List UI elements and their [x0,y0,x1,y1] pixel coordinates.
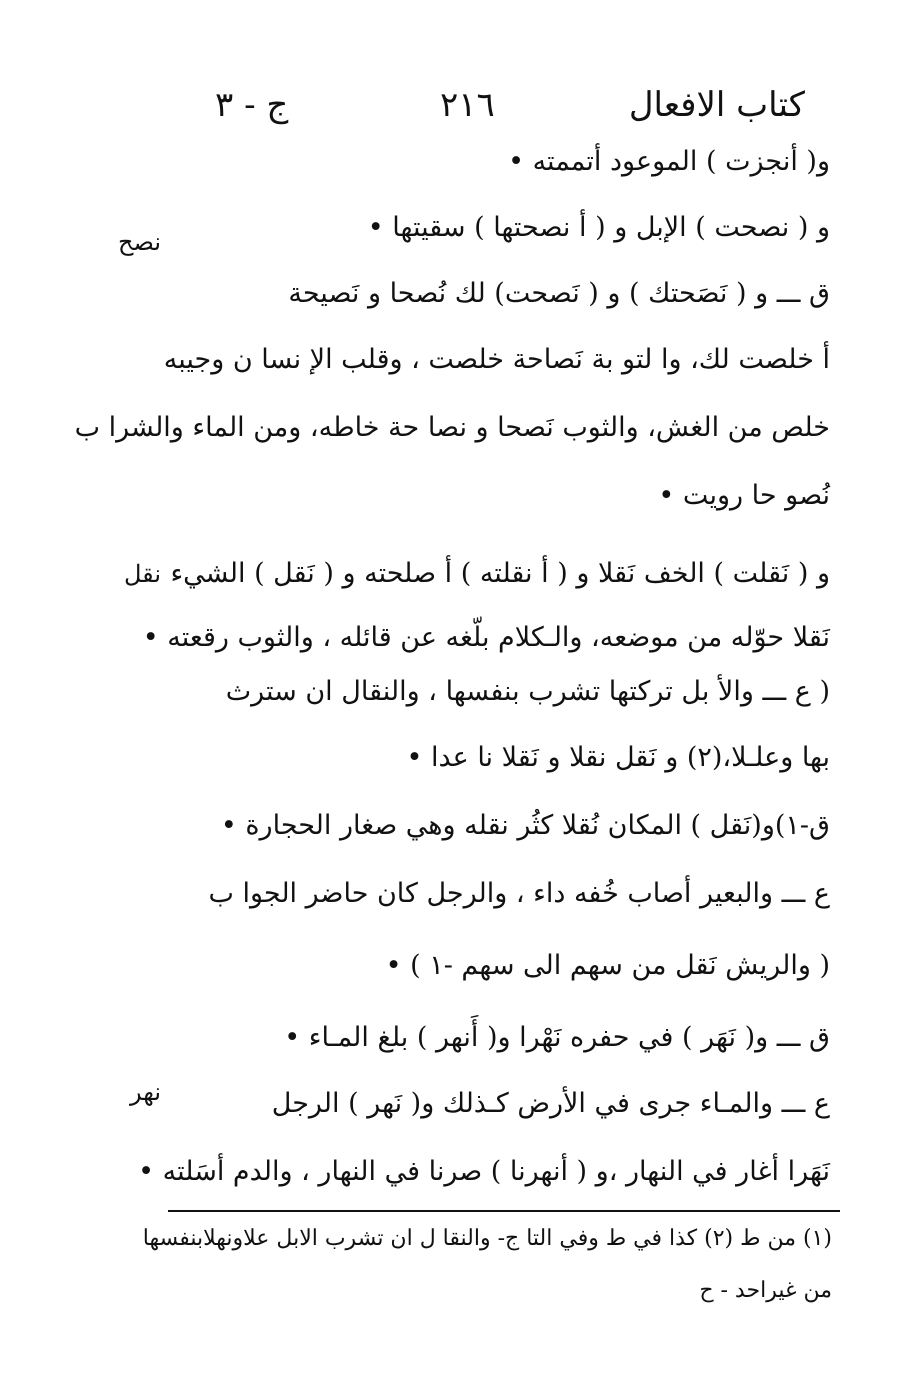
footnote-line: من غيراحد - ح [699,1278,832,1303]
text-line: ( والريش نَقل من سهم الى سهم -١ ) • [385,950,830,981]
text-line: ع ـــ والبعير أصاب خُفه داء ، والرجل كان حاضر الجوا ب [208,878,830,909]
text-line: خلص من الغش، والثوب نَصحا و نصا حة خاطه، ومن الماء والشرا ب [74,412,830,443]
text-line: و( أنجزت ) الموعود أتممته • [508,146,830,177]
text-line: بها وعلـلا،(٢) و نَقل نقلا و نَقلا نا عدا • [406,742,830,773]
text-line: ق-١)و(نَقل ) المكان نُقلا كثُر نقله وهي صغار الحجارة • [220,810,830,841]
text-line: ع ـــ والمـاء جرى في الأرض كـذلك و( نَهر ) الرجل [271,1088,830,1119]
text-line: نُصو حا رويت • [658,480,830,511]
margin-keyword-nahara: نهر [130,1078,161,1106]
text-line: ق ـــ و ( نَصَحتك ) و ( نَصحت) لك نُصحا و نَصيحة [288,278,830,309]
margin-keyword-naqala: نقل [124,560,161,588]
margin-keyword-nasaha: نصح [118,228,161,256]
running-header-title: كتاب الافعال [628,85,805,125]
text-line: نَهَرا أغار في النهار ،و ( أنهرنا ) صرنا في النهار ، والدم أسَلته • [138,1156,830,1187]
footnote-divider [168,1210,840,1212]
text-line: ( ع ـــ والأ بل تركتها تشرب بنفسها ، والنقال ان سترث [225,676,830,707]
text-line: و ( نَقلت ) الخف نَقلا و ( أ نقلته ) أ صلحته و ( نَقل ) الشيء [170,558,830,589]
footnote-line: (١) من ط (٢) كذا في ط وفي التا ج- والنقا ل ان تشرب الابل علاونهلابنفسها [142,1226,832,1251]
text-line: و ( نصحت ) الإبل و ( أ نصحتها ) سقيتها • [367,212,830,243]
text-line: ق ـــ و( نَهَر ) في حفره نَهْرا و( أَنهر ) بلغ المـاء • [284,1022,830,1053]
text-line: نَقلا حوّله من موضعه، والـكلام بلّغه عن قائله ، والثوب رقعته • [142,622,830,653]
volume-label: ج - ٣ [215,85,289,125]
page-number: ٢١٦ [440,85,495,125]
text-line: أ خلصت لك، وا لتو بة نَصاحة خلصت ، وقلب الإ نسا ن وجيبه [163,344,830,375]
